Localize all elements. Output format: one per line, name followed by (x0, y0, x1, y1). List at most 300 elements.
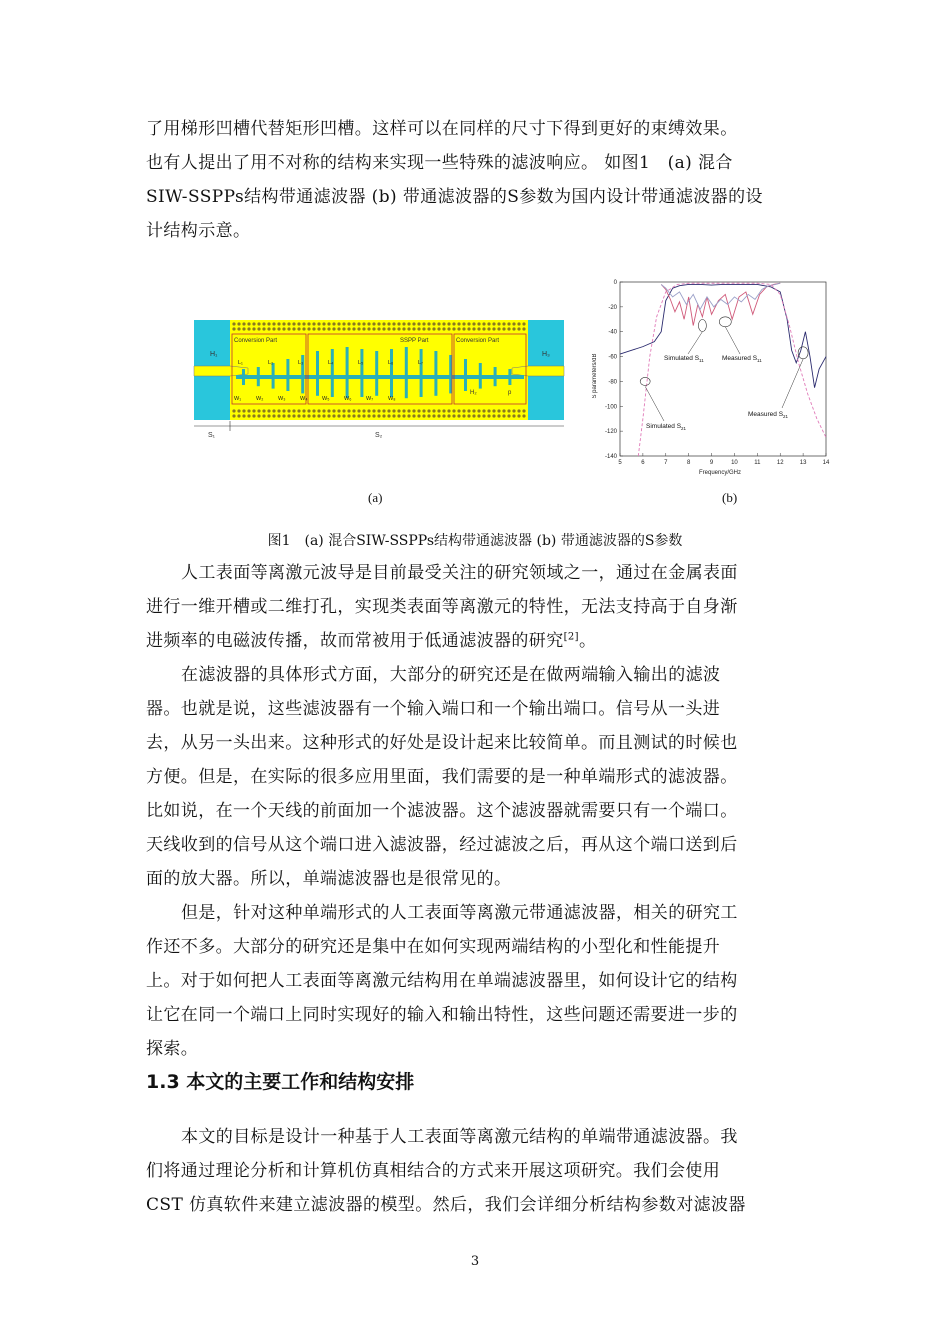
siw-substrate (230, 320, 528, 420)
via-hole (352, 322, 355, 325)
length-label: L₅ (358, 360, 364, 366)
via-hole (462, 327, 465, 330)
page-number: 3 (470, 1254, 480, 1269)
annotation-measured-s11: Measured $S_{11}$ (722, 355, 762, 363)
via-hole (367, 409, 370, 412)
via-hole (502, 409, 505, 412)
via-hole (492, 409, 495, 412)
via-hole (282, 414, 285, 417)
via-hole (362, 327, 365, 330)
via-hole (462, 322, 465, 325)
via-hole (307, 327, 310, 330)
via-hole (482, 322, 485, 325)
via-hole (307, 414, 310, 417)
via-hole (352, 414, 355, 417)
via-hole (452, 409, 455, 412)
x-axis-label: Frequency/GHz (698, 470, 742, 476)
intro-paragraph (146, 112, 808, 248)
via-hole (322, 322, 325, 325)
section-label-sspp: SSPP Part (400, 338, 429, 344)
via-hole (397, 322, 400, 325)
text-fragment: 进频率的电磁波传播，故而常被用于低通滤波器的研究 (146, 631, 564, 651)
via-hole (422, 322, 425, 325)
via-hole (407, 322, 410, 325)
via-hole (302, 414, 305, 417)
via-hole (257, 414, 260, 417)
text-line: 方便。但是，在实际的很多应用里面，我们需要的是一种单端形式的滤波器。 (146, 767, 738, 787)
via-hole (372, 327, 375, 330)
sspp-stub (316, 351, 319, 396)
text-line-with-ref (146, 624, 808, 658)
via-hole (327, 322, 330, 325)
text-line: SIW-SSPPs结构带通滤波器 (b) 带通滤波器的S参数为国内设计带通滤波器的设 (146, 187, 763, 207)
sspp-stub (272, 363, 275, 389)
text-line: 让它在同一个端口上同时实现好的输入和输出特性，这些问题还需要进一步的 (146, 1005, 738, 1025)
via-hole (272, 409, 275, 412)
via-hole (352, 409, 355, 412)
via-hole (242, 322, 245, 325)
via-hole (517, 322, 520, 325)
dim-h3: H₃ (542, 351, 550, 358)
via-hole (357, 414, 360, 417)
text-line: 本文的目标是设计一种基于人工表面等离激元结构的单端带通滤波器。我 (181, 1127, 738, 1147)
via-hole (257, 327, 260, 330)
via-hole (482, 409, 485, 412)
via-hole (442, 322, 445, 325)
via-hole (292, 409, 295, 412)
via-hole (447, 322, 450, 325)
width-label: W₈ (388, 396, 396, 402)
via-hole (517, 327, 520, 330)
y-tick-label: -100 (604, 404, 617, 411)
via-hole (482, 414, 485, 417)
via-hole (377, 322, 380, 325)
via-hole (262, 414, 265, 417)
via-hole (507, 409, 510, 412)
via-hole (302, 327, 305, 330)
x-tick-label: 7 (664, 460, 668, 466)
dim-p: p (508, 390, 512, 396)
via-hole (387, 327, 390, 330)
via-hole (497, 409, 500, 412)
via-hole (347, 327, 350, 330)
via-hole (382, 327, 385, 330)
x-tick-label: 11 (754, 460, 761, 466)
via-hole (387, 414, 390, 417)
via-hole (447, 327, 450, 330)
via-hole (232, 322, 235, 325)
length-label: L₁ (238, 360, 243, 366)
sspp-stub (494, 367, 497, 386)
via-hole (272, 327, 275, 330)
via-hole (497, 322, 500, 325)
via-hole (477, 409, 480, 412)
via-hole (367, 327, 370, 330)
text-line: 比如说，在一个天线的前面加一个滤波器。这个滤波器就需要只有一个端口。 (146, 801, 738, 821)
text-line: 们将通过理论分析和计算机仿真相结合的方式来开展这项研究。我们会使用 (146, 1161, 721, 1181)
via-hole (492, 414, 495, 417)
via-hole (332, 414, 335, 417)
via-hole (317, 327, 320, 330)
via-hole (312, 327, 315, 330)
via-hole (472, 414, 475, 417)
sspp-stub (434, 351, 437, 396)
dim-h1: H₁ (210, 351, 218, 358)
via-hole (522, 409, 525, 412)
via-hole (507, 327, 510, 330)
via-hole (402, 414, 405, 417)
section-label-conversion-right: Conversion Part (456, 338, 500, 344)
feed-line-left (194, 366, 248, 376)
via-hole (472, 322, 475, 325)
via-hole (342, 327, 345, 330)
via-hole (292, 327, 295, 330)
via-hole (327, 414, 330, 417)
paragraph-1 (146, 556, 808, 658)
via-hole (337, 327, 340, 330)
via-hole (342, 414, 345, 417)
via-hole (442, 409, 445, 412)
y-tick-label: -80 (608, 379, 617, 386)
via-hole (407, 409, 410, 412)
x-tick-label: 10 (731, 460, 738, 466)
length-label: L₄ (328, 360, 334, 366)
filter-schematic (190, 318, 580, 448)
via-hole (482, 327, 485, 330)
via-hole (432, 409, 435, 412)
via-hole (352, 327, 355, 330)
via-hole (392, 409, 395, 412)
via-hole (422, 327, 425, 330)
paragraph-2 (146, 658, 808, 896)
via-hole (327, 327, 330, 330)
via-hole (487, 322, 490, 325)
via-hole (357, 322, 360, 325)
sspp-stub (479, 363, 482, 389)
sspp-stub (405, 347, 408, 398)
via-hole (297, 409, 300, 412)
section-label-conversion-left: Conversion Part (234, 338, 278, 344)
via-hole (392, 322, 395, 325)
via-hole (237, 327, 240, 330)
via-hole (387, 409, 390, 412)
section-heading: 1.3 本文的主要工作和结构安排 (146, 1071, 415, 1093)
dim-s2: S₂ (375, 432, 383, 439)
text-line: 器。也就是说，这些滤波器有一个输入端口和一个输出端口。信号从一头进 (146, 699, 721, 719)
via-hole (322, 409, 325, 412)
via-hole (292, 322, 295, 325)
via-hole (317, 409, 320, 412)
via-hole (487, 409, 490, 412)
via-hole (422, 409, 425, 412)
via-hole (522, 414, 525, 417)
via-hole (467, 414, 470, 417)
via-hole (522, 322, 525, 325)
via-hole (262, 322, 265, 325)
sspp-stub (508, 369, 511, 385)
annotation-simulated-s21: Simulated $S_{21}$ (646, 423, 687, 431)
via-hole (367, 322, 370, 325)
subfigure-label-b: (b) (722, 490, 738, 505)
via-hole (467, 409, 470, 412)
text-line: 了用梯形凹槽代替矩形凹槽。这样可以在同样的尺寸下得到更好的束缚效果。 (146, 119, 738, 139)
via-hole (257, 409, 260, 412)
annotation-measured-s21: Measured $S_{21}$ (748, 411, 789, 419)
via-hole (257, 322, 260, 325)
via-hole (377, 327, 380, 330)
via-hole (267, 409, 270, 412)
via-hole (497, 327, 500, 330)
via-hole (487, 414, 490, 417)
y-tick-label: -20 (608, 304, 617, 311)
via-hole (512, 409, 515, 412)
via-hole (297, 327, 300, 330)
via-hole (507, 414, 510, 417)
via-hole (397, 327, 400, 330)
via-hole (447, 409, 450, 412)
y-axis-label: S parameters/dB (592, 353, 598, 399)
sspp-stub (242, 369, 245, 385)
y-tick-label: -140 (604, 454, 617, 460)
via-hole (242, 409, 245, 412)
dim-s1: S₁ (208, 432, 216, 439)
via-hole (392, 327, 395, 330)
via-hole (387, 322, 390, 325)
width-label: W₁ (234, 396, 242, 402)
via-hole (442, 327, 445, 330)
figure-caption: 图1 (a) 混合SIW-SSPPs结构带通滤波器 (b) 带通滤波器的S参数 (267, 533, 683, 549)
via-hole (362, 409, 365, 412)
via-hole (472, 409, 475, 412)
y-tick-label: -120 (604, 429, 617, 436)
via-hole (267, 327, 270, 330)
via-hole (477, 414, 480, 417)
via-hole (312, 322, 315, 325)
via-hole (437, 322, 440, 325)
via-hole (237, 414, 240, 417)
via-hole (467, 327, 470, 330)
length-label: L₇ (418, 360, 423, 366)
text-line: 计结构示意。 (146, 221, 251, 241)
via-hole (417, 327, 420, 330)
via-hole (237, 322, 240, 325)
via-hole (457, 327, 460, 330)
via-hole (332, 322, 335, 325)
via-hole (267, 414, 270, 417)
x-tick-label: 14 (822, 460, 830, 466)
via-hole (372, 414, 375, 417)
y-tick-label: -60 (608, 354, 617, 361)
x-tick-label: 5 (618, 460, 622, 466)
via-hole (287, 414, 290, 417)
via-hole (397, 409, 400, 412)
via-hole (452, 322, 455, 325)
via-hole (502, 322, 505, 325)
sspp-stub (257, 367, 260, 386)
via-hole (307, 322, 310, 325)
via-hole (237, 409, 240, 412)
via-hole (327, 409, 330, 412)
x-tick-label: 6 (641, 460, 645, 466)
via-hole (232, 327, 235, 330)
via-hole (362, 322, 365, 325)
via-hole (272, 322, 275, 325)
via-hole (372, 322, 375, 325)
via-hole (347, 322, 350, 325)
width-label: W₂ (256, 396, 264, 402)
via-hole (332, 409, 335, 412)
via-hole (522, 327, 525, 330)
text-fragment: 。 (578, 631, 597, 651)
via-hole (267, 322, 270, 325)
y-tick-label: -40 (608, 329, 617, 336)
via-hole (412, 414, 415, 417)
via-hole (292, 414, 295, 417)
via-hole (247, 409, 250, 412)
via-hole (302, 322, 305, 325)
via-hole (452, 327, 455, 330)
via-hole (507, 322, 510, 325)
via-hole (287, 327, 290, 330)
text-line: 在滤波器的具体形式方面，大部分的研究还是在做两端输入输出的滤波 (181, 665, 721, 685)
via-hole (377, 409, 380, 412)
via-hole (377, 414, 380, 417)
via-hole (492, 327, 495, 330)
via-hole (382, 414, 385, 417)
via-hole (277, 327, 280, 330)
length-label: L₃ (298, 360, 304, 366)
via-hole (297, 322, 300, 325)
via-hole (312, 409, 315, 412)
via-hole (502, 414, 505, 417)
dim-h2: H₂ (470, 390, 477, 396)
via-hole (512, 414, 515, 417)
via-hole (517, 409, 520, 412)
via-hole (317, 414, 320, 417)
x-tick-label: 8 (686, 460, 691, 466)
x-tick-label: 13 (799, 460, 807, 466)
via-hole (302, 409, 305, 412)
subfigure-label-a: (a) (368, 490, 383, 505)
via-hole (457, 409, 460, 412)
annotation-simulated-s11: Simulated $S_{11}$ (664, 355, 704, 363)
via-hole (407, 327, 410, 330)
feed-line-right (512, 366, 564, 376)
via-hole (437, 327, 440, 330)
sspp-stub (375, 351, 378, 396)
via-hole (457, 322, 460, 325)
via-hole (502, 327, 505, 330)
width-label: W₅ (322, 396, 330, 402)
text-line: 面的放大器。所以，单端滤波器也是很常见的。 (146, 869, 512, 889)
via-hole (357, 327, 360, 330)
via-hole (332, 327, 335, 330)
via-hole (232, 409, 235, 412)
sspp-stub (464, 359, 467, 391)
via-hole (517, 414, 520, 417)
via-hole (437, 409, 440, 412)
via-hole (242, 327, 245, 330)
section-paragraph (146, 1120, 808, 1222)
sspp-stub (331, 349, 334, 397)
via-hole (392, 414, 395, 417)
via-hole (397, 414, 400, 417)
via-hole (477, 322, 480, 325)
width-label: W₇ (366, 396, 374, 402)
via-hole (427, 409, 430, 412)
via-hole (357, 409, 360, 412)
via-hole (317, 322, 320, 325)
via-hole (337, 414, 340, 417)
via-hole (282, 409, 285, 412)
via-hole (447, 414, 450, 417)
via-hole (417, 414, 420, 417)
via-hole (262, 409, 265, 412)
via-hole (472, 327, 475, 330)
paragraph-3 (146, 896, 808, 1066)
via-hole (367, 414, 370, 417)
sspp-stub (346, 347, 349, 398)
via-hole (277, 322, 280, 325)
via-hole (467, 322, 470, 325)
via-hole (512, 327, 515, 330)
via-hole (432, 322, 435, 325)
via-hole (312, 414, 315, 417)
via-hole (252, 322, 255, 325)
width-label: W₄ (300, 396, 308, 402)
via-hole (382, 409, 385, 412)
text-line: 也有人提出了用不对称的结构来实现一些特殊的滤波响应。 如图1 (a) 混合 (146, 153, 733, 173)
text-line: 人工表面等离激元波导是目前最受关注的研究领域之一，通过在金属表面 (181, 563, 738, 583)
via-hole (322, 414, 325, 417)
y-tick-label: 0 (613, 280, 617, 286)
sspp-stub (420, 349, 423, 397)
via-hole (432, 327, 435, 330)
s-parameter-chart (592, 276, 836, 476)
x-tick-label: 12 (776, 460, 784, 466)
sspp-stub (360, 349, 363, 397)
sspp-stub (390, 349, 393, 397)
via-hole (427, 327, 430, 330)
via-hole (402, 327, 405, 330)
text-line: 天线收到的信号从这个端口进入滤波器，经过滤波之后，再从这个端口送到后 (146, 835, 738, 855)
citation-ref[interactable]: [2] (563, 631, 579, 643)
via-hole (487, 327, 490, 330)
text-line: 上。对于如何把人工表面等离激元结构用在单端滤波器里，如何设计它的结构 (146, 971, 738, 991)
length-label: L₂ (268, 360, 274, 366)
x-tick-label: 9 (709, 460, 714, 466)
via-hole (287, 322, 290, 325)
length-label: L₆ (388, 360, 394, 366)
via-hole (427, 414, 430, 417)
via-hole (242, 414, 245, 417)
via-hole (277, 414, 280, 417)
text-line: 探索。 (146, 1039, 199, 1059)
via-hole (272, 414, 275, 417)
via-hole (477, 327, 480, 330)
via-hole (282, 327, 285, 330)
via-hole (492, 322, 495, 325)
via-hole (432, 414, 435, 417)
via-hole (247, 327, 250, 330)
width-label: W₆ (344, 396, 352, 402)
via-hole (372, 409, 375, 412)
via-hole (362, 414, 365, 417)
via-hole (252, 414, 255, 417)
via-hole (277, 409, 280, 412)
via-hole (462, 414, 465, 417)
via-hole (512, 322, 515, 325)
